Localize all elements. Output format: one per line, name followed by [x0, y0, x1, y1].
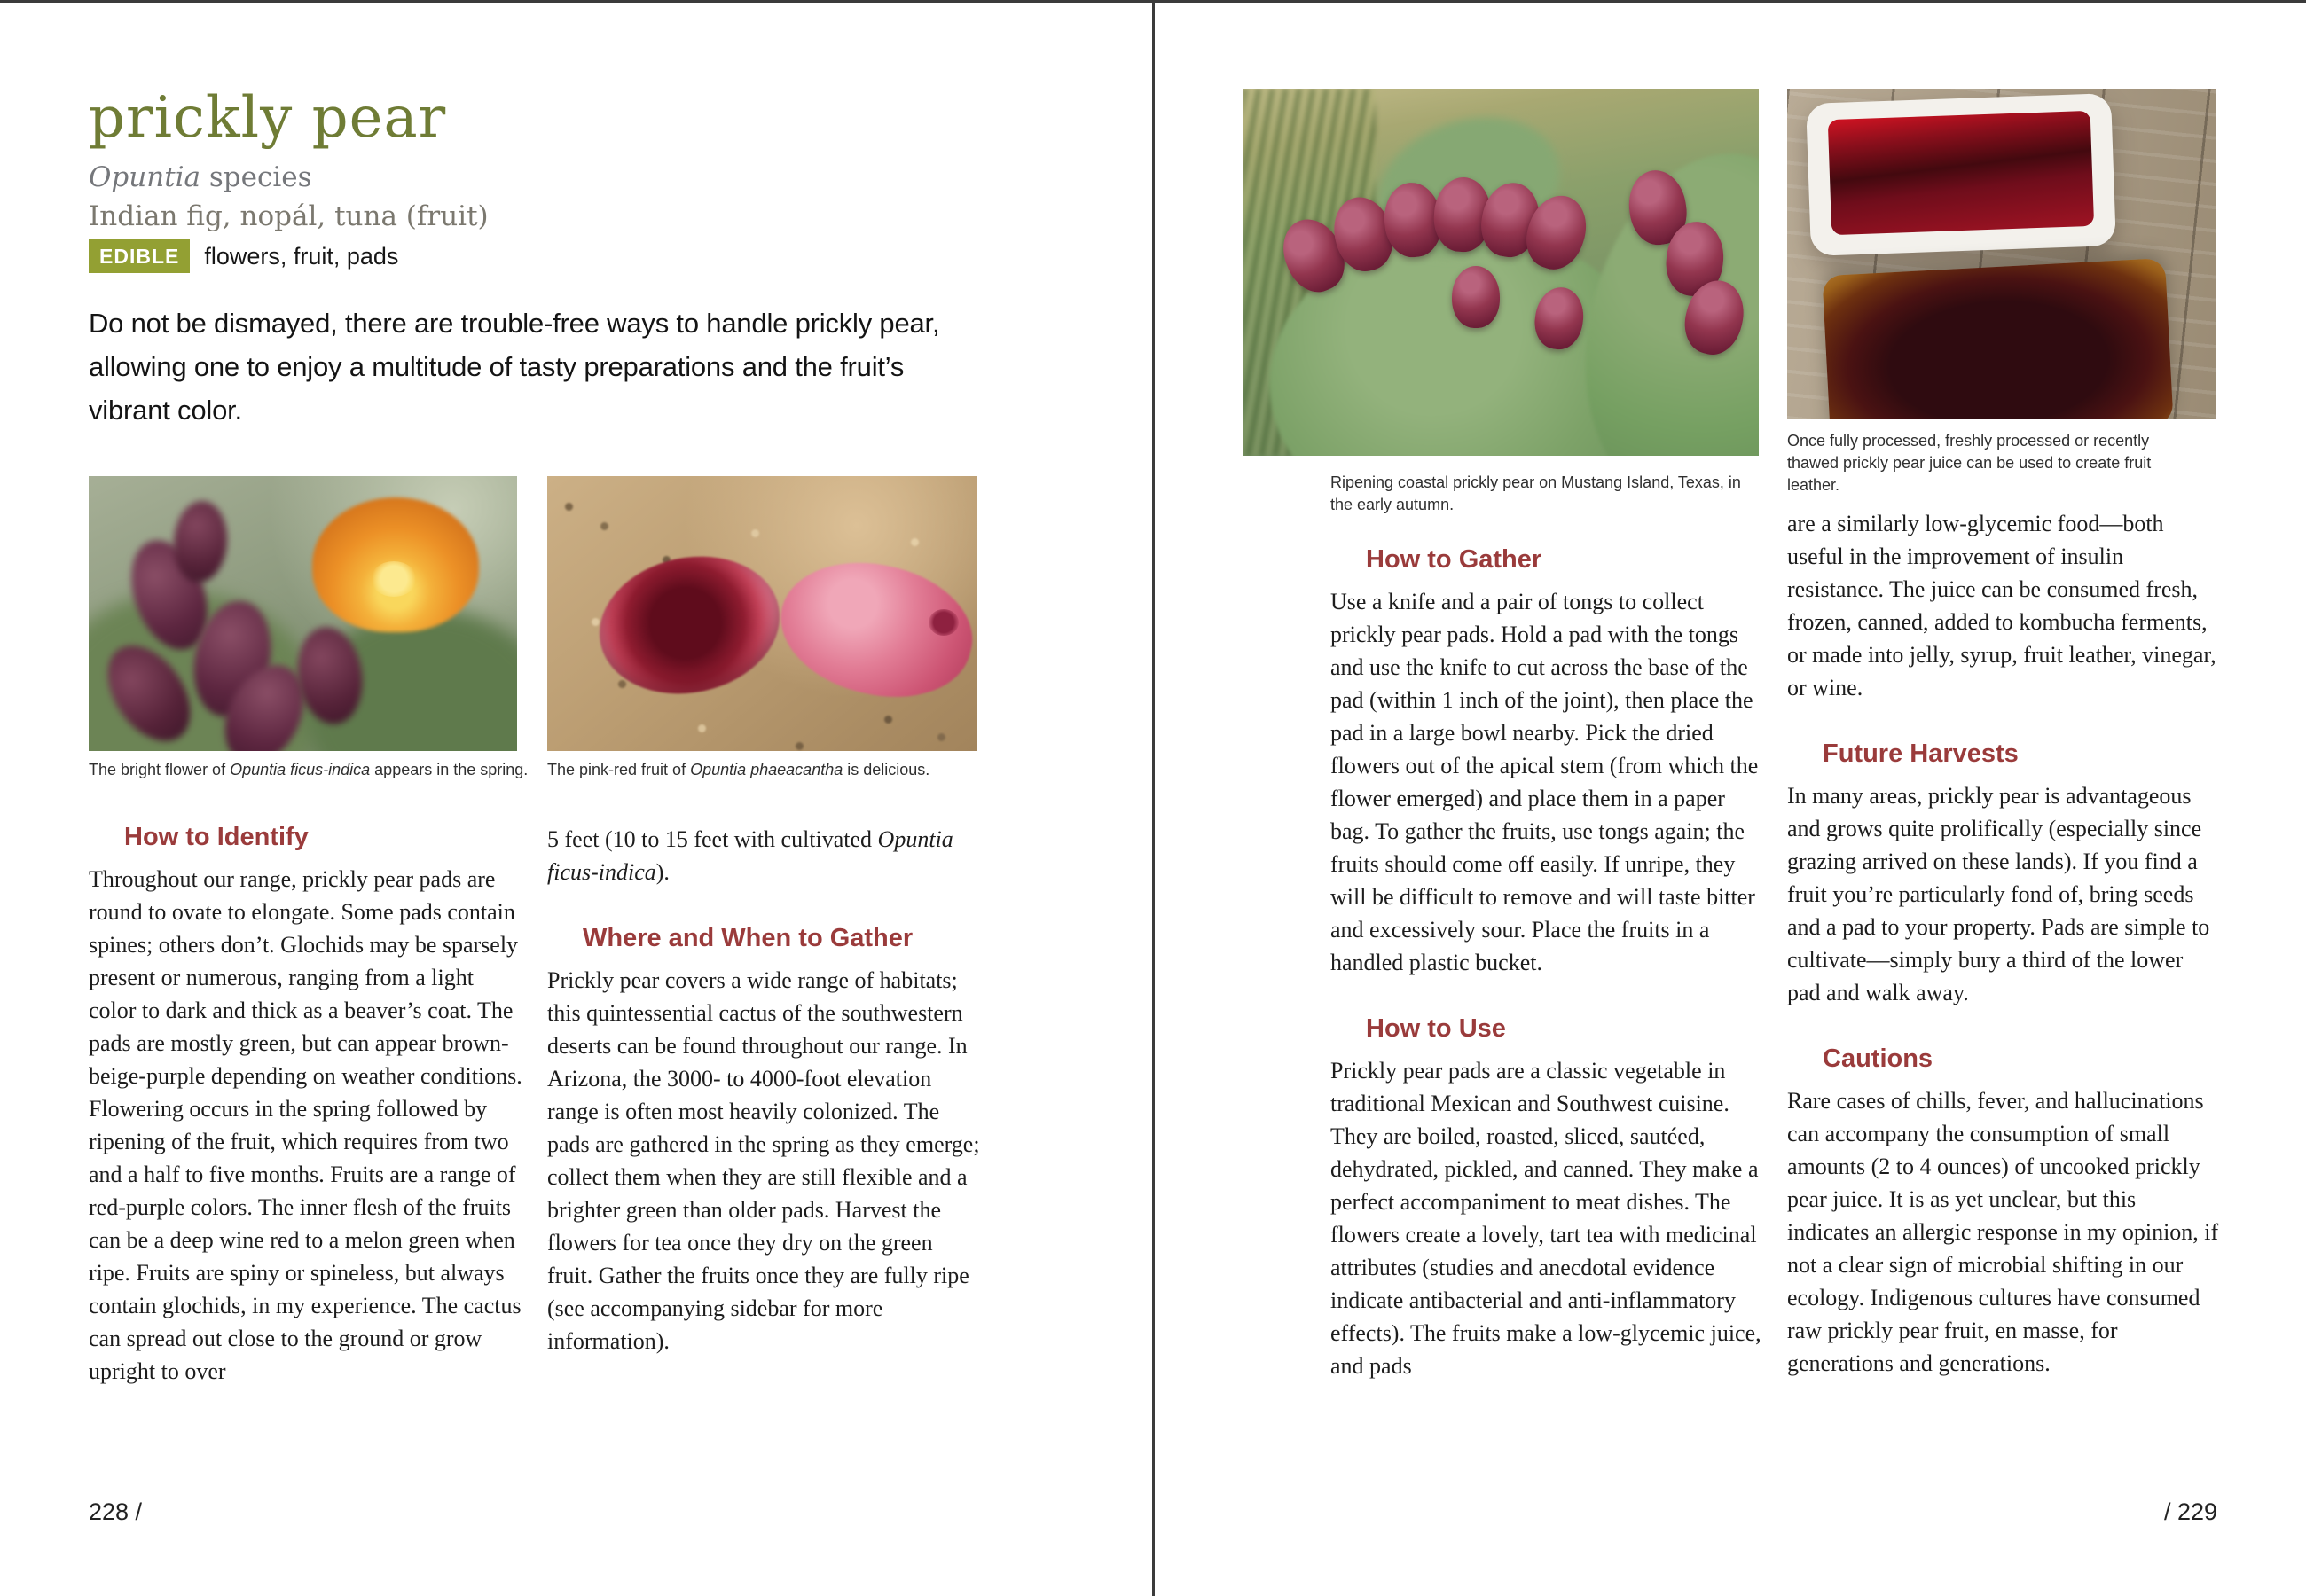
right-column-1 [1330, 545, 1767, 1382]
page-number-right: / 229 [2163, 1498, 2217, 1525]
section-body: Prickly pear pads are a classic vegetable in traditional Mexican and Southwest cuisine. They are boiled, roasted, sliced, sautéed, dehydrated, pickled, and canned. They make a perfect accompaniment to meat dishes. The flowers create a lovely, tart tea with medicinal attributes (studies and anecdotal evidence indicate antibacterial and anti-inflammatory effects). The fruits make a low-glycemic juice, and pads [1330, 1058, 1761, 1379]
section-body: Rare cases of chills, fever, and hallucinations can accompany the consumption of small amounts (2 to 4 ounces) of uncooked prickly pear juice. It is as yet unclear, but this indicates an allergic response in my opinion, if not a clear sign of microbial shifting in our ecology. Indigenous cultures have consumed raw prickly pear fruit, en masse, for generations and generations. [1787, 1088, 2219, 1376]
section-body: Use a knife and a pair of tongs to collect prickly pear pads. Hold a pad with the tongs and use the knife to cut across the base of the pad (within 1 inch of the joint), then place the pad in a large bowl nearby. Pick the dried flowers out of the apical stem (from which the flower emerged) and place them in a paper bag. To gather the fruits, use tongs again; the fruits should come off easily. If unripe, they will be difficult to remove and will taste bitter and excessively sour. Place the fruits in a handled plastic bucket. [1330, 589, 1759, 975]
caption-species: Opuntia phaeacantha [690, 761, 843, 778]
photo-cactus-flower [89, 476, 517, 751]
caption-text: The pink-red fruit of [547, 761, 691, 778]
species-line [89, 161, 312, 193]
gravel-texture [565, 503, 573, 511]
caption-text: is delicious. [843, 761, 930, 778]
edible-parts: flowers, fruit, pads [204, 242, 399, 270]
section-body: Throughout our range, prickly pear pads are round to ovate to elongate. Some pads contain spines; others don’t. Glochids may be sparsely present or numerous, ranging from a light color to dark and thick as a beaver’s coat. The pads are mostly green, but can appear brown-beige-purple depending on weather conditions. Flowering occurs in the spring followed by ripening of the fruit, which requires from two and a half to five months. Fruits are a range of red-purple colors. The inner flesh of the fruits can be a deep wine red to a melon green when ripe. Fruits are spiny or spineless, but always contain glochids, in my experience. The cactus can spread out close to the ground or grow upright to over [89, 866, 522, 1384]
section-heading-how-to-gather: How to Gather [1366, 545, 1542, 574]
left-column-1 [89, 823, 525, 1388]
section-heading-where-when: Where and When to Gather [583, 924, 914, 952]
caption-text: appears in the spring. [370, 761, 529, 778]
red-juice-shape [1828, 111, 2094, 236]
section-heading-how-to-identify: How to Identify [124, 823, 309, 851]
body-text: 5 feet (10 to 15 feet with cultivated [547, 826, 878, 852]
page-title: prickly pear [89, 85, 447, 151]
section-body: In many areas, prickly pear is advantageous and grows quite prolifically (especially since grazing arrived on these lands). If you find a fruit you’re particularly fond of, bring seeds and a pad to your property. Pads are simple to cultivate—simply bury a third of the lower pad and walk away. [1787, 783, 2210, 1005]
section-heading-how-to-use: How to Use [1366, 1014, 1506, 1043]
left-column-2 [547, 823, 984, 1357]
right-column-2 [1787, 507, 2220, 1380]
photo-ripening-cactus [1243, 89, 1759, 456]
edible-row [89, 239, 398, 273]
section-heading-cautions: Cautions [1823, 1044, 1933, 1073]
page-gutter-divider [1152, 0, 1155, 1596]
glass-dish-shape [1822, 258, 2173, 419]
intro-paragraph: Do not be dismayed, there are trouble-free ways to handle prickly pear, allowing one to enjoy a multitude of tasty preparations and the fruit’s vibrant color. [89, 308, 940, 426]
section-heading-future-harvests: Future Harvests [1823, 739, 2019, 768]
section-body-continuation: are a similarly low-glycemic food—both useful in the improvement of insulin resistance. The juice can be consumed fresh, frozen, canned, added to kombucha ferments, or made into jelly, syrup, fruit leather, vinegar, or wine. [1787, 511, 2216, 700]
photo-cut-fruit [547, 476, 977, 751]
caption-text: The bright flower of [89, 761, 231, 778]
section-body: Prickly pear covers a wide range of habitats; this quintessential cactus of the southwestern deserts can be found throughout our range. In Arizona, the 3000- to 4000-foot elevation range is often most heavily colonized. The pads are gathered in the spring as they emerge; collect them when they are still flexible and a brighter green than older pads. Harvest the flowers for tea once they dry on the green fruit. Gather the fruits once they are fully ripe (see accompanying sidebar for more information). [547, 967, 980, 1354]
edible-badge: EDIBLE [89, 239, 190, 273]
photo1-caption [89, 759, 528, 781]
body-text: ). [655, 859, 670, 885]
species-name: Opuntia [89, 161, 201, 193]
photo3-caption: Ripening coastal prickly pear on Mustang Island, Texas, in the early autumn. [1330, 473, 1741, 513]
caption-species: Opuntia ficus-indica [230, 761, 371, 778]
section-body-continuation [547, 823, 984, 888]
photo2-caption [547, 759, 929, 781]
species-suffix: species [200, 161, 312, 193]
body-species: Opuntia ficus-indica [547, 826, 953, 885]
photo4-caption: Once fully processed, freshly processed or recently thawed prickly pear juice can be used to create fruit leather. [1787, 432, 2152, 494]
photo-juice-containers [1787, 89, 2216, 419]
juice-tub-shape [1806, 93, 2115, 255]
fruit-dimple-shape [929, 609, 959, 636]
page-number-left: 228 / [89, 1498, 143, 1525]
common-names: Indian fig, nopál, tuna (fruit) [89, 200, 489, 232]
fruit-half-shape [586, 540, 792, 709]
fruit-shape [1452, 266, 1500, 328]
flower-center-shape [371, 561, 417, 597]
